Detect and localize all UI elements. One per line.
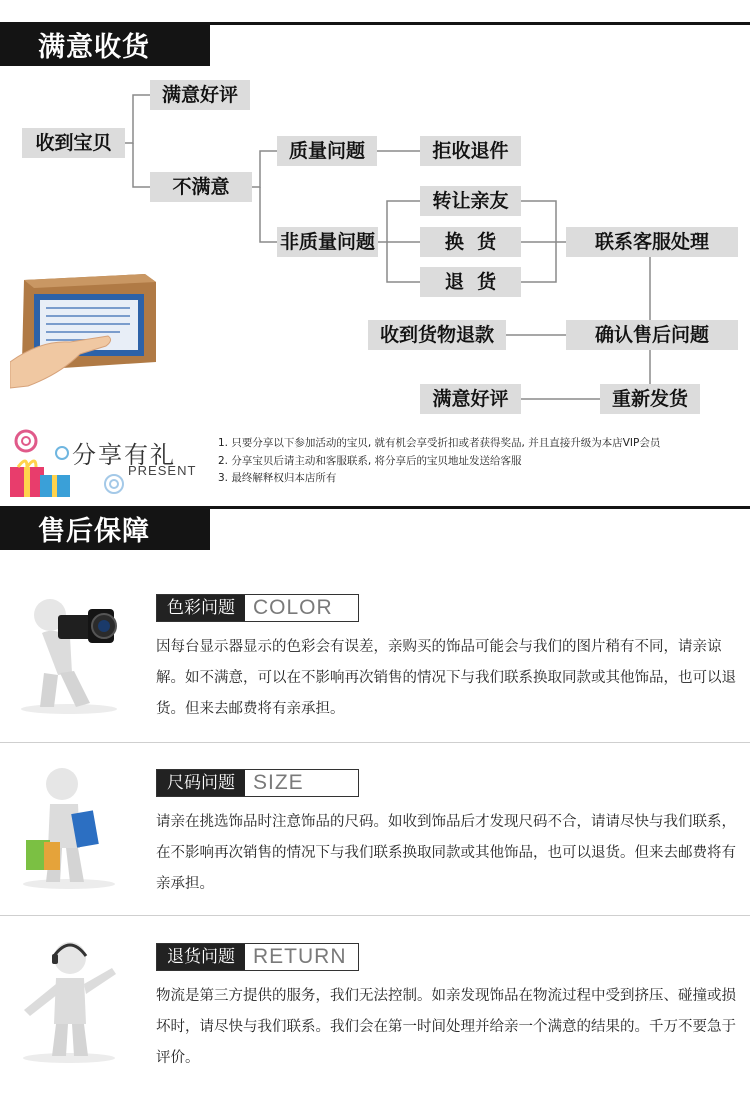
flow-box-confirm: 确认售后问题: [566, 320, 738, 350]
category-tag: [156, 769, 359, 797]
flow-box-contact: 联系客服处理: [566, 227, 738, 257]
share-rule-item: 1. 只要分享以下参加活动的宝贝, 就有机会享受折扣或者获得奖品, 并且直接升级为本店VIP会员: [218, 437, 661, 449]
tag-zh: 尺码问题: [157, 770, 245, 796]
flow-box-resend: 重新发货: [600, 384, 700, 414]
flow-box-transfer: 转让亲友: [420, 186, 521, 216]
headset-figure-icon: [14, 934, 124, 1064]
flow-box-exchange: 换 货: [420, 227, 521, 257]
flow-box-receive: 收到宝贝: [22, 128, 125, 158]
flow-box-non-quality: 非质量问题: [277, 227, 378, 257]
card-description: 物流是第三方提供的服务，我们无法控制。如亲发现饰品在物流过程中受到挤压、碰撞或损坏时，请尽快与我们联系。我们会在第一时间处理并给亲一个满意的结果的。千万不要急于评价。: [156, 988, 736, 1066]
card-description: 请亲在挑选饰品时注意饰品的尺码。如收到饰品后才发现尺码不合，请请尽快与我们联系，在不影响再次销售的情况下与我们联系换取同款或其他饰品，也可以退货。但来去邮费将有亲承担。: [156, 814, 736, 892]
share-subtitle: PRESENT: [128, 463, 197, 478]
share-title: 分享有礼: [72, 441, 176, 469]
flow-box-return: 退 货: [420, 267, 521, 297]
section-header-after-sale: [0, 506, 750, 550]
card-description: 因每台显示器显示的色彩会有误差，亲购买的饰品可能会与我们的图片稍有不同，请亲谅解。如不满意，可以在不影响再次销售的情况下与我们联系换取同款或其他饰品，也可以退货。但来去邮费将有亲承担。: [156, 639, 736, 717]
share-gift-banner: [0, 425, 750, 500]
flow-box-satisfied: 满意好评: [150, 80, 250, 110]
flow-box-good-review: 满意好评: [420, 384, 521, 414]
section-title: 售后保障: [38, 516, 150, 547]
share-rule-item: 3. 最终解释权归本店所有: [218, 472, 337, 484]
share-rule-item: 2. 分享宝贝后请主动和客服联系, 将分享后的宝贝地址发送给客服: [218, 454, 522, 467]
divider: [0, 915, 750, 916]
guarantee-card-return: [0, 919, 750, 1091]
shopping-bags-figure-icon: [14, 760, 124, 890]
gift-box-icon: [4, 425, 74, 500]
camera-figure-icon: [14, 585, 124, 715]
tag-en: RETURN: [253, 945, 347, 968]
flow-box-unsatisfied: 不满意: [150, 172, 252, 202]
tag-en: COLOR: [253, 596, 333, 619]
guarantee-card-size: [0, 745, 750, 917]
flow-box-quality: 质量问题: [277, 136, 377, 166]
tag-zh: 退货问题: [157, 944, 245, 970]
category-tag: [156, 943, 359, 971]
ribbon-swirl-icon: [100, 471, 128, 497]
guarantee-card-color: [0, 570, 750, 742]
divider: [0, 742, 750, 743]
tag-en: SIZE: [253, 771, 304, 794]
category-tag: [156, 594, 359, 622]
after-sale-flowchart: [0, 0, 750, 420]
package-illustration-icon: [10, 270, 158, 400]
flow-box-reject: 拒收退件: [420, 136, 521, 166]
share-rules: [218, 435, 660, 488]
section-title: 满意收货: [38, 32, 150, 63]
tag-zh: 色彩问题: [157, 595, 245, 621]
flow-box-refund: 收到货物退款: [368, 320, 506, 350]
